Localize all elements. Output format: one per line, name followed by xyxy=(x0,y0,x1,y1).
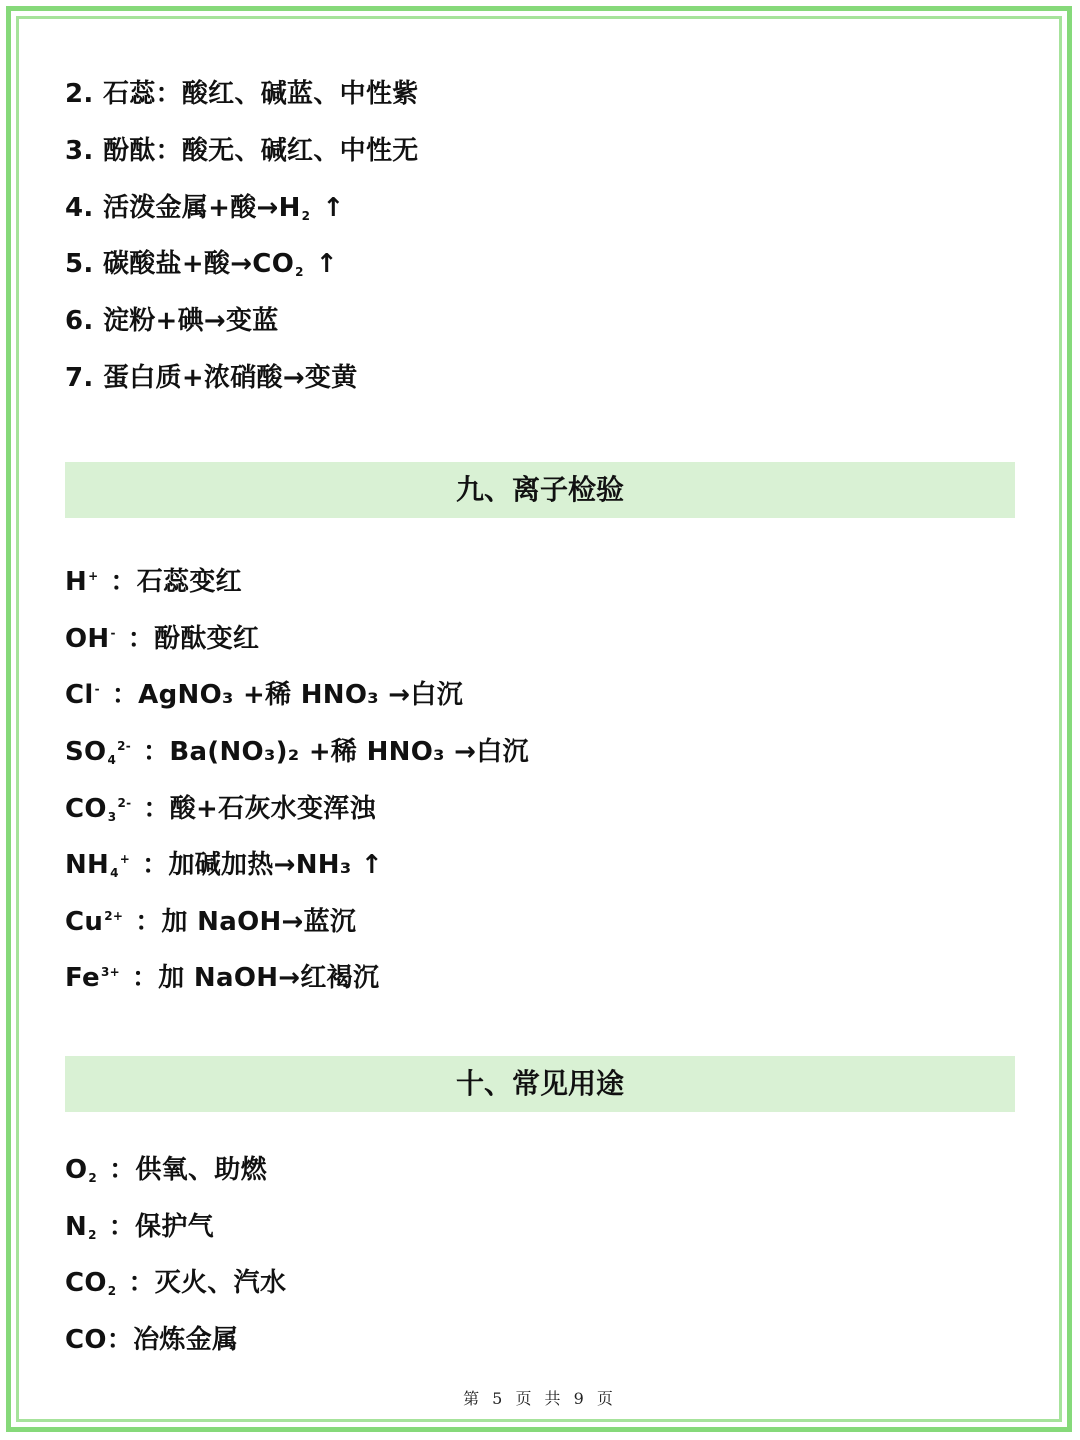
ion-symbol: Cl xyxy=(65,680,94,710)
ion-test-row xyxy=(65,950,379,994)
list-item xyxy=(65,72,419,116)
gas-arrow: ↑ xyxy=(315,249,338,279)
ion-charge: 2+ xyxy=(104,909,124,923)
usage-desc: ：冶炼金属 xyxy=(106,1325,239,1355)
ion-symbol: Cu xyxy=(65,907,104,937)
usage-desc: ：供氧、助燃 xyxy=(109,1155,267,1185)
ion-test-row xyxy=(65,724,529,768)
ion-charge: - xyxy=(110,626,116,640)
ion-test-desc: ：酸+石灰水变浑浊 xyxy=(143,794,376,824)
section-heading: 十、常见用途 xyxy=(65,1056,1015,1112)
usage-row xyxy=(65,1261,286,1305)
usage-row xyxy=(65,1148,267,1192)
substance-name: CO xyxy=(65,1325,107,1355)
ion-charge: + xyxy=(119,852,131,866)
ion-charge: + xyxy=(88,569,99,583)
item-text: 酚酞：酸无、碱红、中性无 xyxy=(102,136,419,166)
item-number: 6. xyxy=(65,306,94,336)
usage-desc: ：灭火、汽水 xyxy=(128,1268,287,1298)
subscript: 2 xyxy=(107,1284,117,1298)
ion-test-desc: ：加碱加热→NH₃ ↑ xyxy=(142,850,383,880)
substance-name: O xyxy=(65,1155,88,1185)
ion-symbol: Fe xyxy=(65,963,100,993)
ion-symbol: NH xyxy=(65,850,110,880)
substance-name: N xyxy=(65,1212,88,1242)
substance-name: CO xyxy=(65,1268,107,1298)
item-number: 3. xyxy=(65,136,94,166)
item-number: 4. xyxy=(65,193,94,223)
ion-symbol: CO xyxy=(65,794,107,824)
subscript: 3 xyxy=(107,810,117,824)
list-item xyxy=(65,242,338,286)
ion-symbol: OH xyxy=(65,624,110,654)
usage-desc: ：保护气 xyxy=(108,1212,214,1242)
ion-test-desc: ：AgNO₃ +稀 HNO₃ →白沉 xyxy=(111,680,463,710)
subscript: 2 xyxy=(88,1228,97,1242)
item-text: 石蕊：酸红、碱蓝、中性紫 xyxy=(102,79,419,109)
page-footer: 第 5 页 共 9 页 xyxy=(463,1389,617,1408)
ion-test-desc: ：石蕊变红 xyxy=(110,567,242,597)
list-item xyxy=(65,299,279,343)
subscript: 4 xyxy=(110,866,119,880)
ion-charge: 2- xyxy=(117,796,132,810)
subscript: 2 xyxy=(295,265,304,279)
usage-row xyxy=(65,1205,214,1249)
item-number: 2. xyxy=(65,79,94,109)
ion-test-row xyxy=(65,781,376,825)
item-text: 淀粉+碘→变蓝 xyxy=(102,306,279,336)
ion-test-desc: ：Ba(NO₃)₂ +稀 HNO₃ →白沉 xyxy=(143,737,529,767)
item-number: 5. xyxy=(65,249,94,279)
ion-test-row xyxy=(65,611,259,655)
subscript: 2 xyxy=(88,1171,98,1185)
ion-charge: 2- xyxy=(117,739,132,753)
item-text: 活泼金属+酸→H xyxy=(102,193,301,223)
ion-test-row xyxy=(65,667,463,711)
ion-charge: 3+ xyxy=(100,965,120,979)
ion-test-row xyxy=(65,837,383,881)
ion-test-desc: ：加 NaOH→红褐沉 xyxy=(131,963,380,993)
subscript: 4 xyxy=(107,753,117,767)
list-item xyxy=(65,129,419,173)
ion-symbol: SO xyxy=(65,737,107,767)
subscript: 2 xyxy=(301,209,311,223)
ion-test-desc: ：酚酞变红 xyxy=(127,624,260,654)
item-number: 7. xyxy=(65,363,94,393)
item-text: 碳酸盐+酸→CO xyxy=(102,249,295,279)
ion-test-row xyxy=(65,554,242,598)
ion-charge: - xyxy=(94,682,100,696)
ion-test-row xyxy=(65,894,356,938)
ion-test-desc: ：加 NaOH→蓝沉 xyxy=(135,907,357,937)
ion-symbol: H xyxy=(65,567,88,597)
item-text: 蛋白质+浓硝酸→变黄 xyxy=(102,363,358,393)
gas-arrow: ↑ xyxy=(322,193,345,223)
list-item xyxy=(65,356,358,400)
section-heading: 九、离子检验 xyxy=(65,462,1015,518)
usage-row xyxy=(65,1318,238,1362)
list-item xyxy=(65,186,344,230)
